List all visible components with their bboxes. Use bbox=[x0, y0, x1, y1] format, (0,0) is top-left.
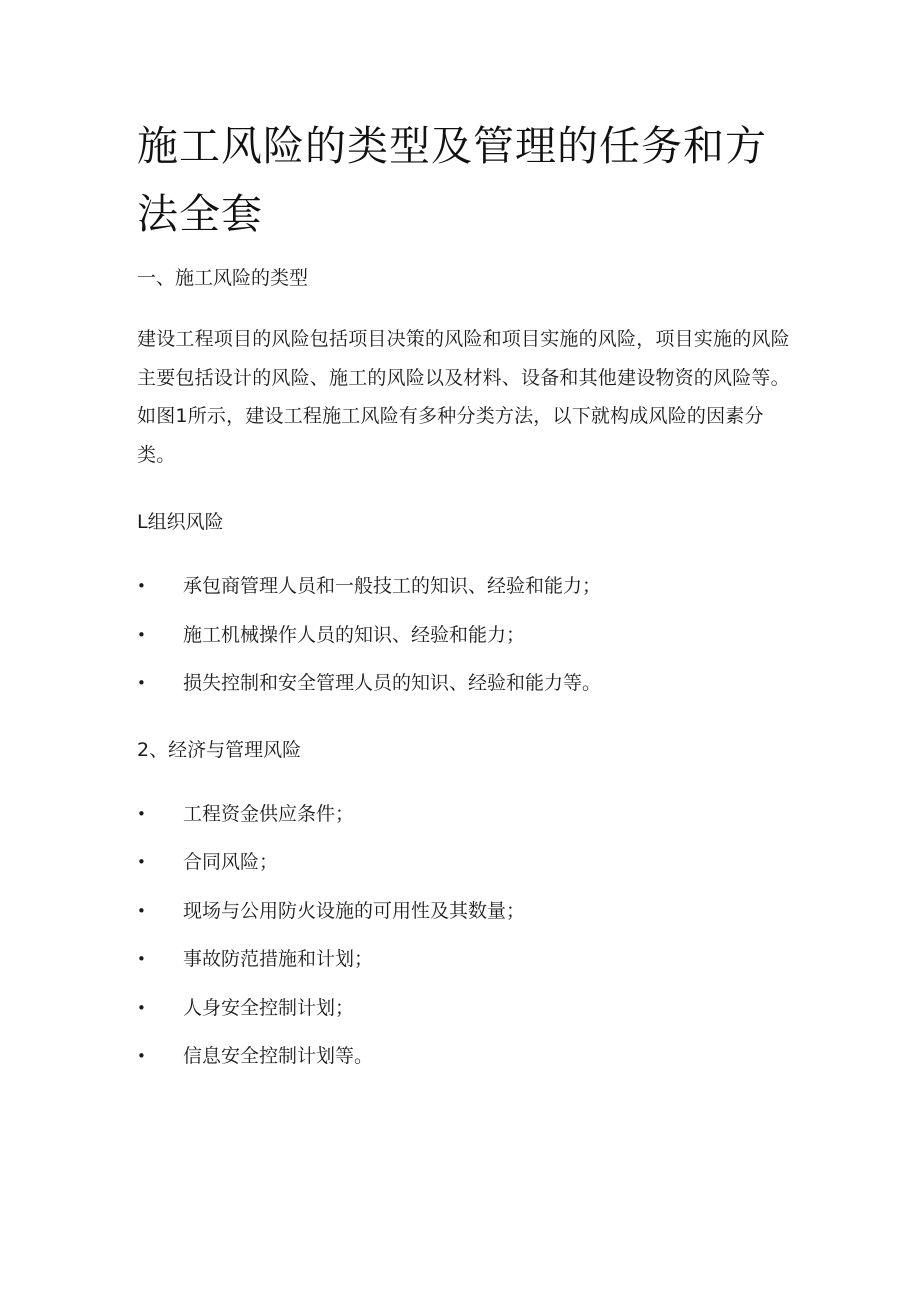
subheading-organization-risk: L组织风险 bbox=[137, 511, 224, 533]
list-item bbox=[137, 897, 797, 946]
list-item-text: 人身安全控制计划； bbox=[183, 996, 355, 1019]
list-item bbox=[137, 994, 797, 1043]
bullet-icon: • bbox=[137, 1047, 146, 1065]
bullet-icon: • bbox=[137, 998, 146, 1017]
list-item-text: 承包商管理人员和一般技工的知识、经验和能力； bbox=[183, 575, 602, 597]
list-item-text: 事故防范措施和计划； bbox=[183, 948, 374, 970]
list-item bbox=[137, 572, 797, 621]
bullet-icon: • bbox=[137, 674, 146, 692]
economic-management-risk-list bbox=[137, 800, 797, 1091]
list-item bbox=[137, 800, 797, 849]
list-item bbox=[137, 945, 797, 994]
bullet-icon: • bbox=[137, 901, 146, 920]
organization-risk-list bbox=[137, 572, 797, 718]
intro-paragraph: 建设工程项目的风险包括项目决策的风险和项目实施的风险，项目实施的风险主要包括设计的风险、施工的风险以及材料、设备和其他建设物资的风险等。如图1所示，建设工程施工风险有多种分类方法，以下就构成风险的因素分类。 bbox=[137, 328, 790, 466]
document-page bbox=[137, 112, 797, 1091]
list-item-text: 工程资金供应条件； bbox=[183, 802, 355, 825]
list-item bbox=[137, 669, 797, 718]
list-item-text: 损失控制和安全管理人员的知识、经验和能力等。 bbox=[183, 672, 602, 694]
list-item bbox=[137, 1042, 797, 1091]
bullet-icon: • bbox=[137, 950, 146, 968]
bullet-icon: • bbox=[137, 577, 146, 595]
list-item-text: 施工机械操作人员的知识、经验和能力； bbox=[183, 623, 526, 646]
bullet-icon: • bbox=[137, 853, 146, 871]
list-item bbox=[137, 621, 797, 670]
list-item-text: 现场与公用防火设施的可用性及其数量； bbox=[183, 899, 526, 922]
list-item bbox=[137, 848, 797, 897]
list-item-text: 合同风险； bbox=[183, 851, 279, 873]
bullet-icon: • bbox=[137, 625, 146, 644]
document-title: 施工风险的类型及管理的任务和方法全套 bbox=[137, 122, 767, 238]
bullet-icon: • bbox=[137, 804, 146, 823]
subheading-economic-management-risk: 2、经济与管理风险 bbox=[137, 738, 302, 761]
list-item-text: 信息安全控制计划等。 bbox=[183, 1045, 374, 1067]
section-heading-risk-types: 一、施工风险的类型 bbox=[137, 267, 309, 289]
